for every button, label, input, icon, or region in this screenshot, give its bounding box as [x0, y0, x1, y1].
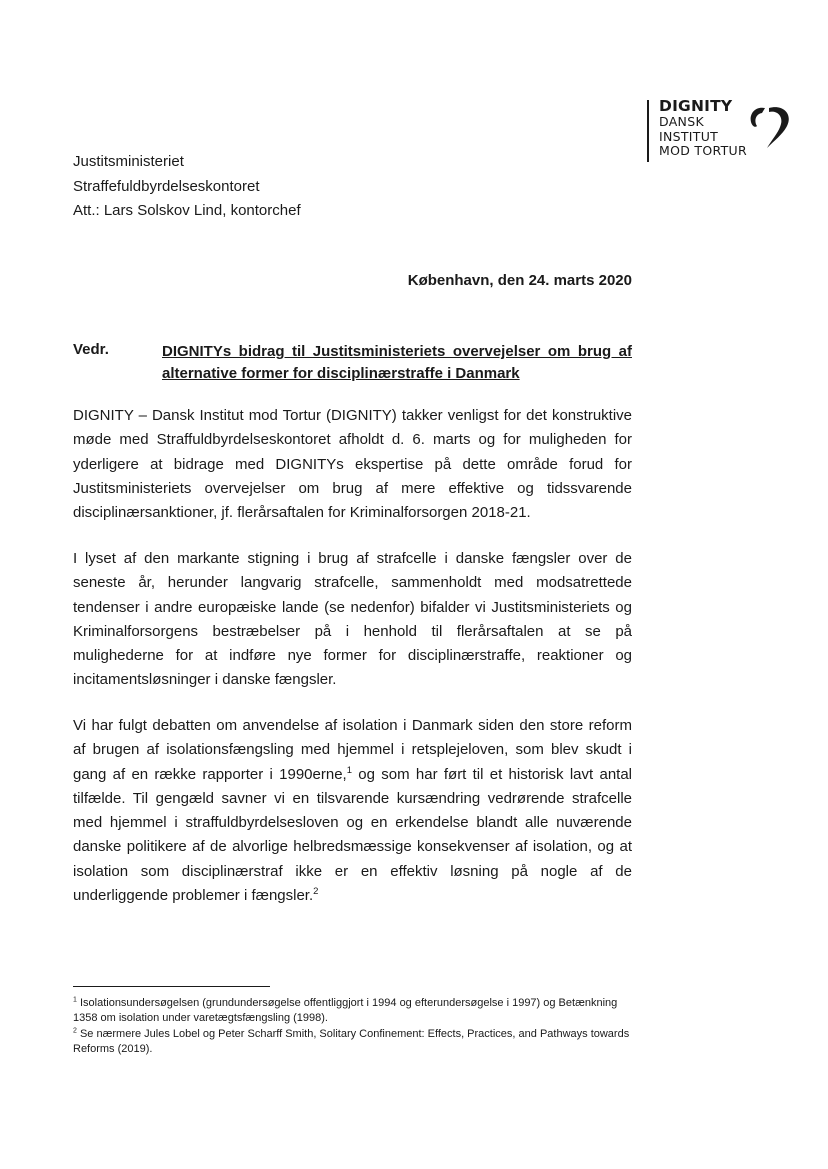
paragraph-3-part-1: Vi har fulgt debatten om anvendelse af isolation i Danmark siden den store reform af brugen af isolationsfængsling med hjemmel i retsplejeloven, som blev skudt i gang af en række rapporter i 1990erne, [73, 717, 632, 783]
footnote-1-number: 1 [73, 996, 77, 1004]
letter-date: København, den 24. marts 2020 [407, 272, 632, 289]
footnote-2 [73, 1027, 638, 1058]
recipient-attention: Att.: Lars Solskov Lind, kontorchef [73, 202, 301, 219]
footnote-ref-2: 2 [313, 886, 319, 898]
paragraph-1: DIGNITY – Dansk Institut mod Tortur (DIGNITY) takker venligst for det konstruktive møde med Straffuldbyrdelseskontoret afholdt d. 6. marts og for muligheden for yderligere at bidrage med DIGNITYs ekspertise på dette område forud for Justitsministeriets overvejelser om brug af mere effektive og tidssvarende disciplinærsanktioner, jf. flerårsaftalen for Kriminalforsorgen 2018-21. [73, 407, 632, 522]
footnotes [73, 996, 638, 1057]
recipient-office: Straffefuldbyrdelseskontoret [73, 177, 260, 195]
dignity-swirl-mark-icon [743, 98, 795, 150]
recipient-address [73, 150, 301, 224]
paragraph-2: I lyset af den markante stigning i brug af strafcelle i danske fængsler over de seneste år, herunder langvarig strafcelle, sammenholdt med modsatrettede tendenser i andre europæiske lande (se nedenfor) bifalder vi Justitsministeriets og Kriminalforsorgens bestræbelser på i henhold til flerårsaftalen at se på mulighederne for at indføre nye former for disciplinærstraffe, reaktioner og incitamentsløsninger i danske fængsler. [73, 550, 632, 689]
footnote-2-number: 2 [73, 1026, 77, 1034]
paragraph-3-part-2: og som har ført til et historisk lavt antal tilfælde. Til gengæld savner vi en tilsvarende kursændring vedrørende strafcelle med hjemmel i straffuldbyrdelsesloven og en erkendelse blandt alle nuværende danske politikere af de alvorlige helbredsmæssige konsekvenser af isolation, og at isolation som disciplinærstraf ikke er en effektiv løsning på nogle af de underliggende problemer i fængsler. [73, 765, 633, 905]
logo-divider [647, 100, 649, 162]
logo-line-3: MOD TORTUR [659, 143, 747, 158]
footnote-ref-1: 1 [346, 764, 353, 776]
footnote-1 [73, 996, 638, 1027]
paragraph-3 [73, 714, 632, 908]
recipient-ministry: Justitsministeriet [73, 153, 184, 170]
logo-line-2: INSTITUT [659, 128, 719, 144]
logo-text [659, 98, 747, 159]
logo-line-1: DANSK [659, 114, 704, 129]
footnote-1-text: Isolationsundersøgelsen (grundundersøgelse offentliggjort i 1994 og efterundersøgelse i 1997) og Betænkning 1358 om isolation under varetægtsfængsling (1998). [73, 997, 618, 1025]
subject-text: DIGNITYs bidrag til Justitsministeriets overvejelser om brug af alternative former for disciplinærstraffe i Danmark [162, 343, 632, 382]
logo-name: DIGNITY [659, 97, 733, 115]
dignity-logo [647, 98, 797, 166]
footnote-2-text: Se nærmere Jules Lobel og Peter Scharff Smith, Solitary Confinement: Effects, Practices, and Pathways towards Reforms (2019). [73, 1027, 630, 1055]
subject-label: Vedr. [73, 341, 109, 358]
footnote-separator [73, 986, 270, 987]
